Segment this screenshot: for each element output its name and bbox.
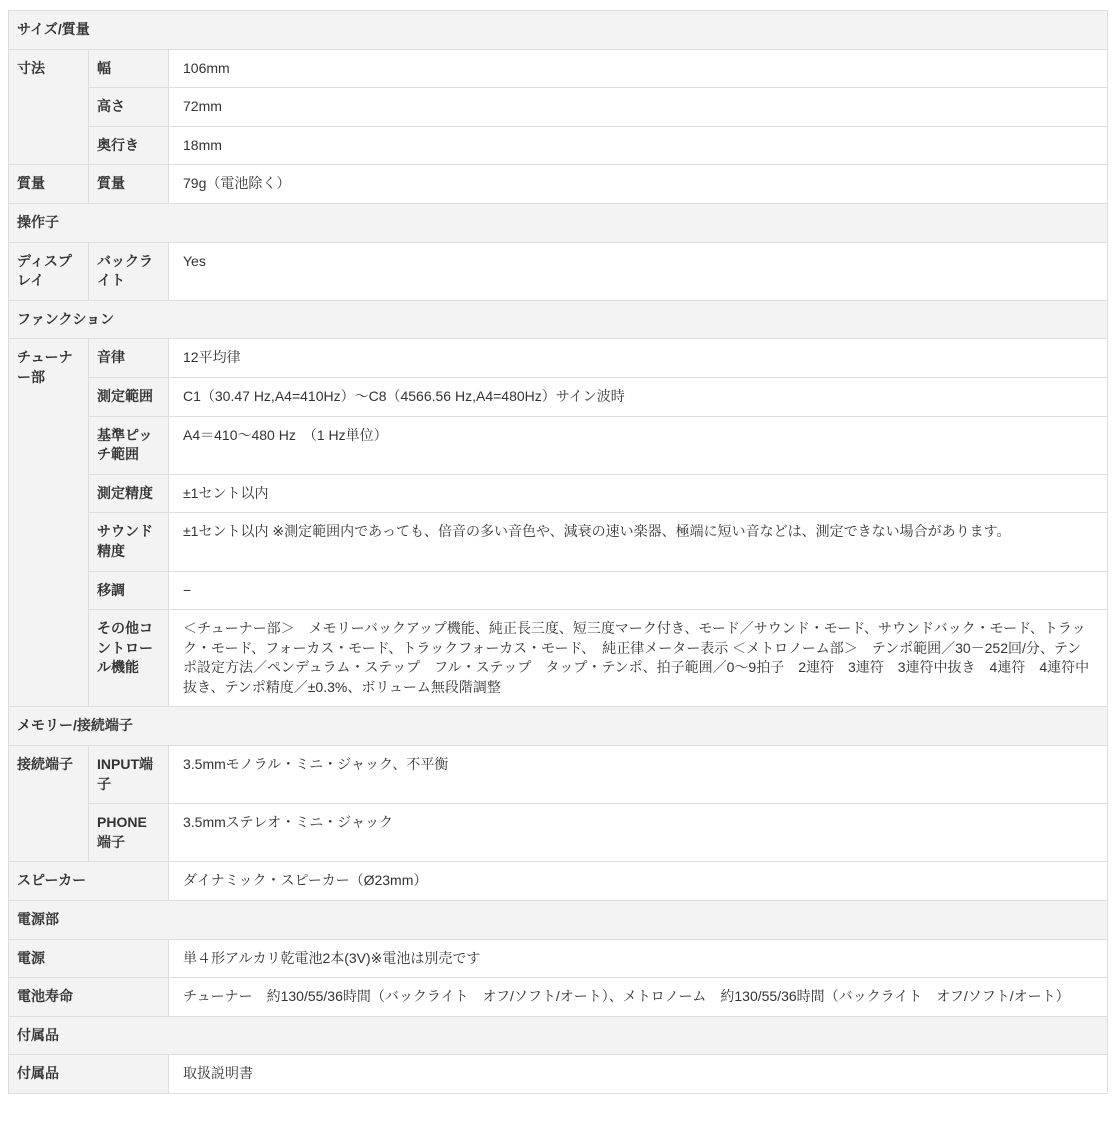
table-row (9, 571, 1108, 610)
section-row (9, 901, 1108, 940)
spec-value: ＜チューナー部＞ メモリーバックアップ機能、純正長三度、短三度マーク付き、モード／サウンド・モード、サウンドバック・モード、トラック・モード、フォーカス・モード、トラックフォーカス・モード、 純正律メーター表示 ＜メトロノーム部＞ テンポ範囲／30－252回/分、テンポ設定方法／ペンデュラム・ステップ フル・ステップ タップ・テンポ、拍子範囲／0〜9拍子 2連符 3連符 3連符中抜き 4連符 4連符中抜き、テンポ精度／±0.3%、ボリューム無段階調整 (169, 610, 1108, 707)
section-header: 付属品 (9, 1016, 1108, 1055)
spec-value: 79g（電池除く） (169, 165, 1108, 204)
table-row (9, 804, 1108, 862)
table-row (9, 165, 1108, 204)
spec-value: C1（30.47 Hz,A4=410Hz）〜C8（4566.56 Hz,A4=480Hz）サイン波時 (169, 377, 1108, 416)
spec-label: 移調 (89, 571, 169, 610)
table-row (9, 242, 1108, 300)
spec-value: 3.5mmステレオ・ミニ・ジャック (169, 804, 1108, 862)
group-label: スピーカー (9, 862, 169, 901)
section-row (9, 11, 1108, 50)
group-label: 付属品 (9, 1055, 169, 1094)
group-label: 寸法 (9, 49, 89, 165)
spec-label: 奥行き (89, 126, 169, 165)
group-label: 質量 (9, 165, 89, 204)
table-row (9, 610, 1108, 707)
section-header: 操作子 (9, 203, 1108, 242)
spec-value: 3.5mmモノラル・ミニ・ジャック、不平衡 (169, 746, 1108, 804)
spec-value: 18mm (169, 126, 1108, 165)
table-row (9, 88, 1108, 127)
spec-label: 質量 (89, 165, 169, 204)
table-row (9, 126, 1108, 165)
section-header: ファンクション (9, 300, 1108, 339)
section-row (9, 1016, 1108, 1055)
spec-label: バックライト (89, 242, 169, 300)
spec-value: − (169, 571, 1108, 610)
table-row (9, 377, 1108, 416)
spec-label: サウンド精度 (89, 513, 169, 571)
spec-value: 取扱説明書 (169, 1055, 1108, 1094)
section-header: サイズ/質量 (9, 11, 1108, 50)
spec-label: 幅 (89, 49, 169, 88)
group-label: ディスプレイ (9, 242, 89, 300)
section-header: メモリー/接続端子 (9, 707, 1108, 746)
table-row (9, 978, 1108, 1017)
table-row (9, 474, 1108, 513)
table-row (9, 1055, 1108, 1094)
table-row (9, 862, 1108, 901)
table-row (9, 339, 1108, 378)
section-header: 電源部 (9, 901, 1108, 940)
table-row (9, 49, 1108, 88)
spec-value: 106mm (169, 49, 1108, 88)
table-row (9, 513, 1108, 571)
spec-label: INPUT端子 (89, 746, 169, 804)
spec-label: 音律 (89, 339, 169, 378)
spec-label: 測定範囲 (89, 377, 169, 416)
table-row (9, 746, 1108, 804)
group-label: 電池寿命 (9, 978, 169, 1017)
spec-value: ダイナミック・スピーカー（Ø23mm） (169, 862, 1108, 901)
section-row (9, 300, 1108, 339)
table-row (9, 416, 1108, 474)
spec-value: 72mm (169, 88, 1108, 127)
group-label: 電源 (9, 939, 169, 978)
spec-label: 高さ (89, 88, 169, 127)
spec-label: 測定精度 (89, 474, 169, 513)
spec-value: チューナー 約130/55/36時間（バックライト オフ/ソフト/オート）、メトロノーム 約130/55/36時間（バックライト オフ/ソフト/オート） (169, 978, 1108, 1017)
spec-value: ±1セント以内 (169, 474, 1108, 513)
spec-value: ±1セント以内 ※測定範囲内であっても、倍音の多い音色や、減衰の速い楽器、極端に短い音などは、測定できない場合があります。 (169, 513, 1108, 571)
table-row (9, 939, 1108, 978)
section-row (9, 707, 1108, 746)
spec-value: 単４形アルカリ乾電池2本(3V)※電池は別売です (169, 939, 1108, 978)
section-row (9, 203, 1108, 242)
group-label: チューナー部 (9, 339, 89, 707)
spec-label: その他コントロール機能 (89, 610, 169, 707)
spec-value: A4＝410〜480 Hz （1 Hz単位） (169, 416, 1108, 474)
spec-label: PHONE端子 (89, 804, 169, 862)
group-label: 接続端子 (9, 746, 89, 862)
spec-value: 12平均律 (169, 339, 1108, 378)
spec-table (8, 10, 1108, 1094)
spec-label: 基準ピッチ範囲 (89, 416, 169, 474)
spec-value: Yes (169, 242, 1108, 300)
